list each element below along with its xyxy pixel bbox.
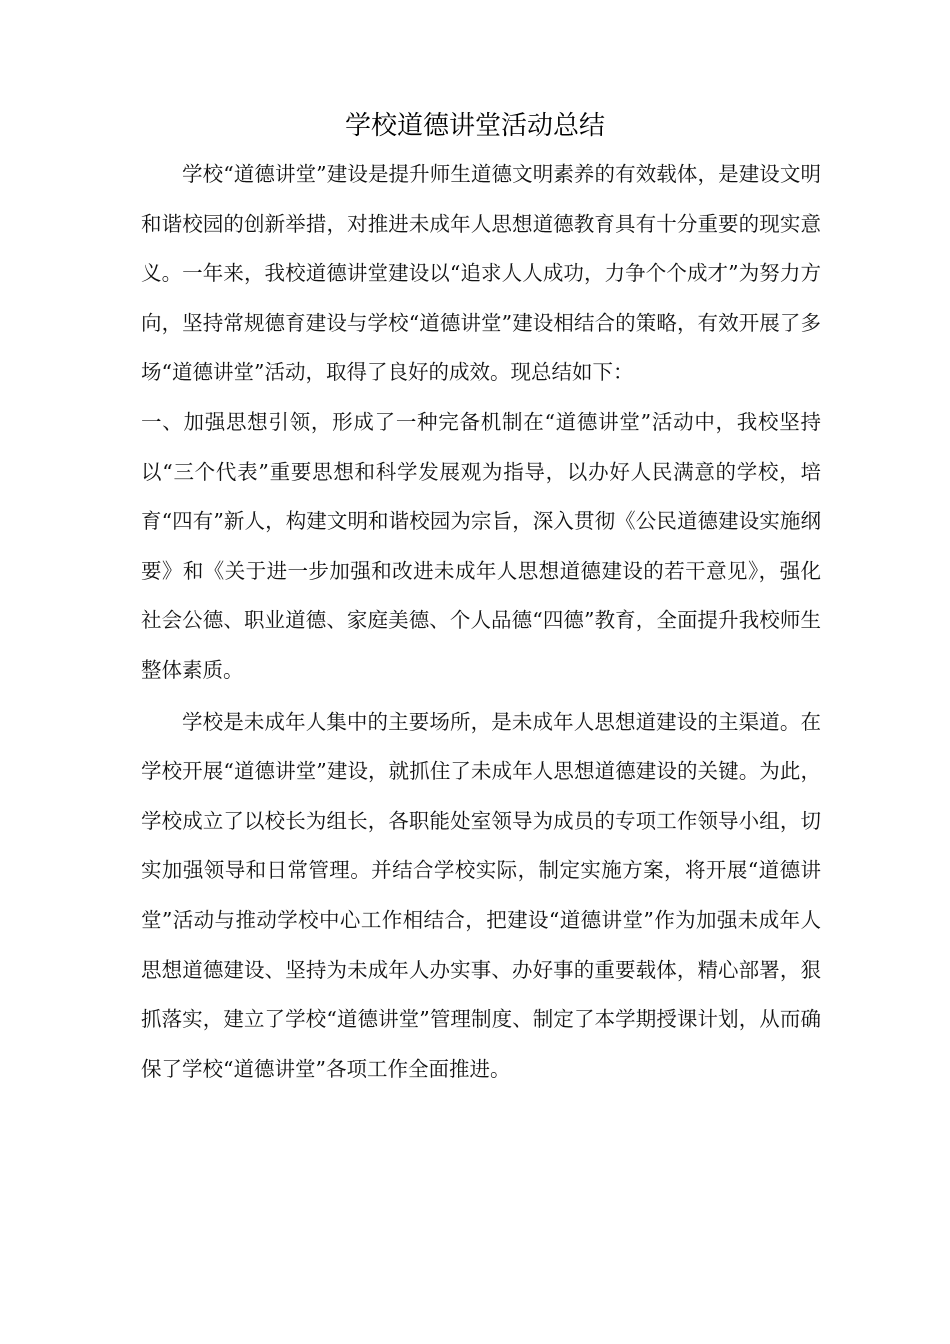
document-body [141,150,821,1094]
paragraph-school-role: 学校是未成年人集中的主要场所，是未成年人思想道建设的主渠道。在学校开展“道德讲堂”建设，就抓住了未成年人思想道德建设的关键。为此，学校成立了以校长为组长，各职能处室领导为成员的专项工作领导小组，切实加强领导和日常管理。并结合学校实际，制定实施方案，将开展“道德讲堂”活动与推动学校中心工作相结合，把建设“道德讲堂”作为加强未成年人思想道德建设、坚持为未成年人办实事、办好事的重要载体，精心部署，狠抓落实，建立了学校“道德讲堂”管理制度、制定了本学期授课计划，从而确保了学校“道德讲堂”各项工作全面推进。 [141,709,821,1081]
paragraph-section-one: 一、加强思想引领，形成了一种完备机制在“道德讲堂”活动中，我校坚持以“三个代表”重要思想和科学发展观为指导，以办好人民满意的学校，培育“四有”新人，构建文明和谐校园为宗旨，深入贯彻《公民道德建设实施纲要》和《关于进一步加强和改进未成年人思想道德建设的若干意见》，强化社会公德、职业道德、家庭美德、个人品德“四德”教育，全面提升我校师生整体素质。 [141,409,821,682]
document-title: 学校道德讲堂活动总结 [344,111,605,141]
paragraph-intro: 学校“道德讲堂”建设是提升师生道德文明素养的有效载体，是建设文明和谐校园的创新举措，对推进未成年人思想道德教育具有十分重要的现实意义。一年来，我校道德讲堂建设以“追求人人成功，力争个个成才”为努力方向，坚持常规德育建设与学校“道德讲堂”建设相结合的策略，有效开展了多场“道德讲堂”活动，取得了良好的成效。现总结如下： [141,162,821,385]
